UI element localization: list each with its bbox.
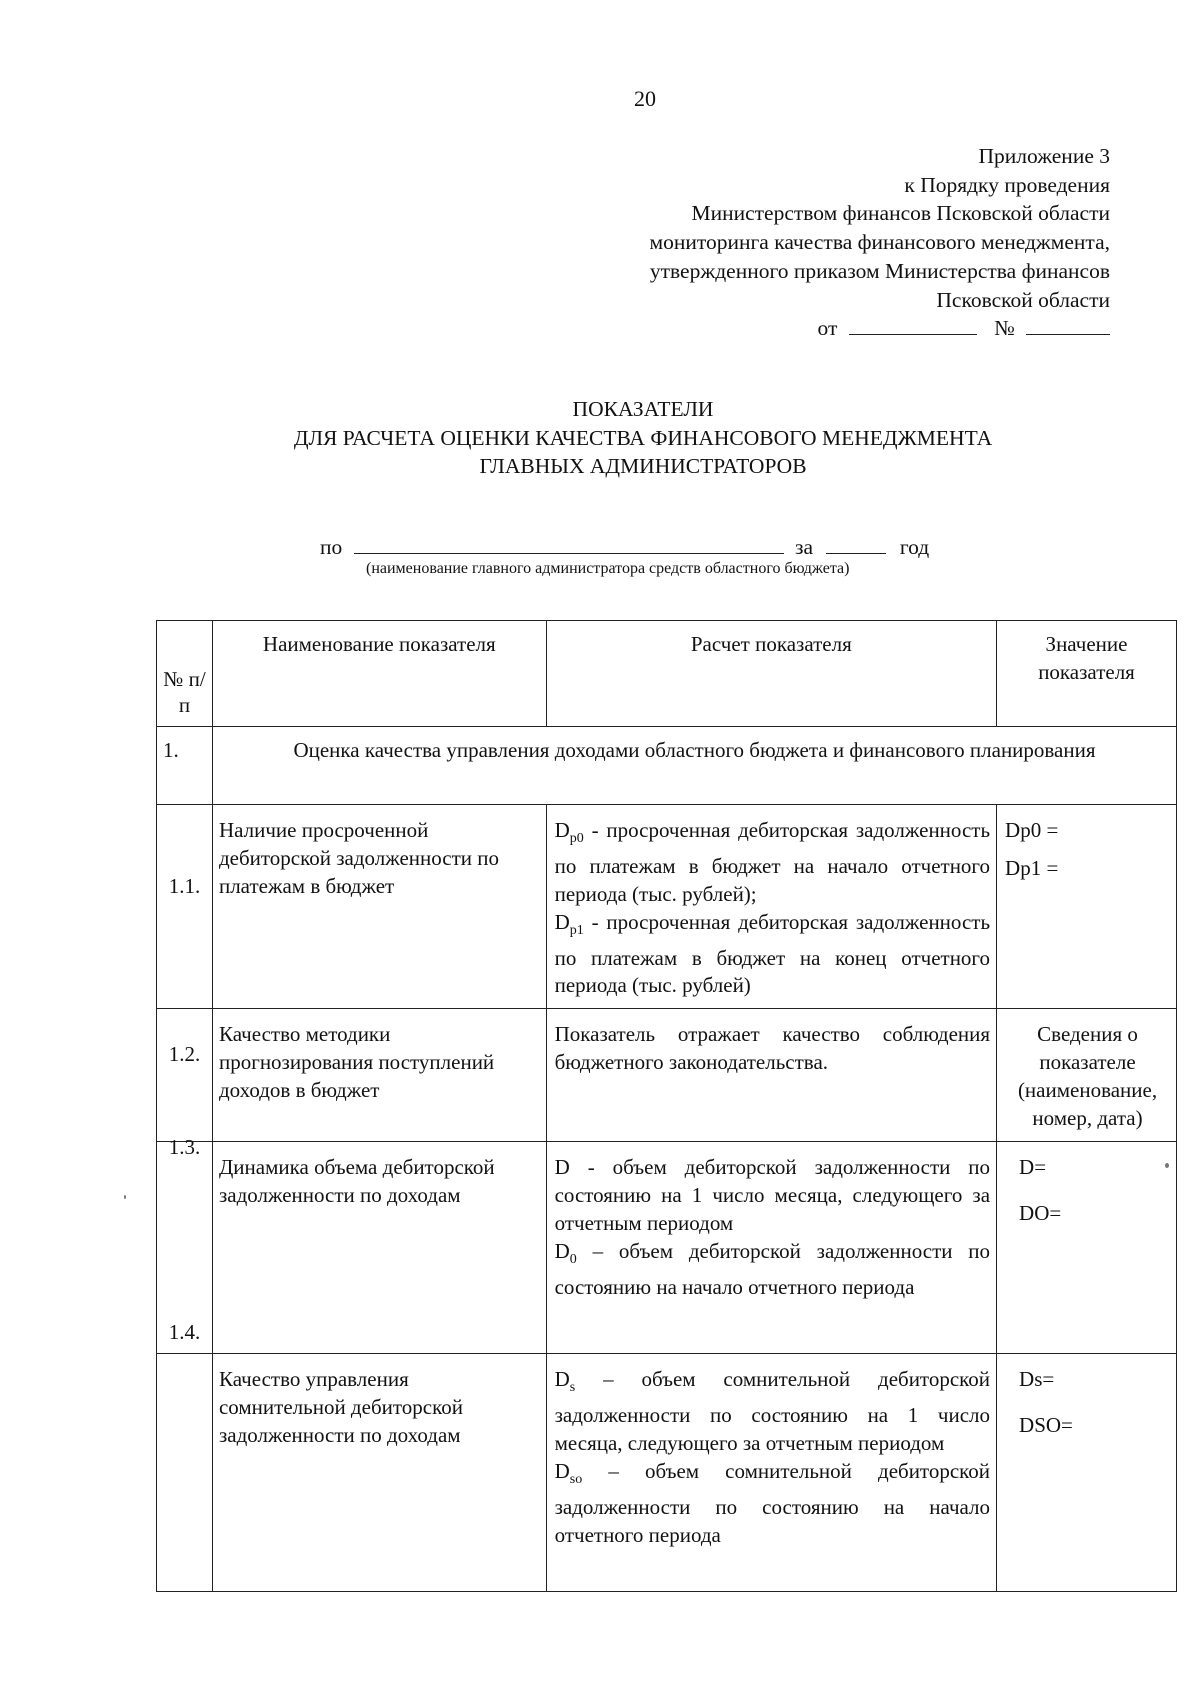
calc-subscript: so	[569, 1471, 583, 1487]
value-entry: Dp0 =	[1005, 818, 1059, 842]
row-num	[157, 1009, 213, 1142]
date-blank	[849, 316, 977, 335]
header-num: № п/п	[157, 621, 213, 727]
title-line-1: ПОКАЗАТЕЛИ	[572, 397, 714, 421]
scan-speck	[124, 1195, 126, 1199]
table-row	[157, 1142, 1177, 1354]
indicators-table	[156, 620, 1177, 1592]
row-value	[997, 805, 1177, 1009]
appendix-block	[649, 142, 1110, 343]
table-row	[157, 805, 1177, 1009]
administrator-caption: (наименование главного администратора средств областного бюджета)	[366, 560, 850, 577]
header-calc: Расчет показателя	[546, 621, 996, 727]
row-value	[997, 1354, 1177, 1592]
calc-text: – объем сомнительной дебиторской задолженности по состоянию на 1 число месяца, следующего за отчетным периодом	[554, 1367, 991, 1455]
row-num	[157, 1319, 213, 1592]
calc-paragraph	[555, 817, 990, 909]
calc-symbol: D	[554, 909, 570, 934]
calc-text: – объем дебиторской задолженности по состоянию на начало отчетного периода	[554, 1238, 991, 1299]
document-title	[200, 395, 1086, 481]
row-value: Сведения о показателе (наименование, номер, дата)	[997, 1009, 1177, 1142]
value-entry: Ds=	[1019, 1367, 1055, 1392]
calc-subscript: 0	[569, 1251, 577, 1267]
for-prefix: по	[320, 535, 343, 559]
date-label: от	[817, 316, 838, 341]
row-calc	[546, 1354, 996, 1592]
header-value: Значение показателя	[997, 621, 1177, 727]
calc-paragraph	[555, 1238, 990, 1302]
appendix-date-number-line	[649, 314, 1110, 343]
table-header-row	[157, 621, 1177, 727]
calc-paragraph: Показатель отражает качество соблюдения бюджетного законодательства.	[554, 1022, 991, 1074]
row-calc	[546, 1009, 996, 1142]
calc-symbol: D	[554, 1238, 570, 1263]
row-name: Качество управления сомнительной дебиторской задолженности по доходам	[212, 1354, 546, 1592]
calc-symbol: D	[554, 1458, 570, 1483]
section-num: 1.	[157, 727, 213, 805]
calc-text: - просроченная дебиторская задолженность по платежам в бюджет на конец отчетного периода (тыс. рублей)	[554, 909, 991, 998]
row-num	[157, 805, 213, 1009]
section-row	[157, 727, 1177, 805]
value-entry: Dp1 =	[1005, 855, 1059, 880]
calc-subscript: p1	[569, 922, 584, 938]
administrator-line	[320, 535, 929, 560]
calc-text: – объем сомнительной дебиторской задолженности по состоянию на начало отчетного периода	[554, 1458, 991, 1547]
row-name: Качество методики прогнозирования поступлений доходов в бюджет	[212, 1009, 546, 1142]
row-num-text: 1.3.	[168, 1134, 201, 1159]
table-row	[157, 1009, 1177, 1142]
row-num-text: 1.2.	[168, 1042, 201, 1067]
for-middle: за	[795, 535, 814, 559]
value-entry: D=	[1019, 1155, 1047, 1180]
calc-paragraph	[555, 1366, 990, 1458]
calc-paragraph	[555, 909, 990, 1001]
table-row	[157, 1354, 1177, 1592]
page-number: 20	[634, 86, 656, 111]
row-name: Наличие просроченной дебиторской задолженности по платежам в бюджет	[212, 805, 546, 1009]
appendix-line: Министерством финансов Псковской области	[691, 201, 1110, 226]
value-entry: DO=	[1019, 1200, 1062, 1225]
appendix-line: Псковской области	[936, 287, 1110, 312]
appendix-line: Приложение 3	[978, 144, 1110, 168]
for-suffix: год	[899, 535, 930, 559]
calc-symbol: D	[554, 818, 570, 842]
row-num-text: 1.1.	[168, 873, 201, 898]
appendix-line: к Порядку проведения	[904, 172, 1110, 197]
calc-subscript: p0	[569, 831, 584, 847]
calc-text: - просроченная дебиторская задолженность по платежам в бюджет на начало отчетного периода (тыс. рублей);	[554, 818, 991, 906]
number-label: №	[994, 316, 1015, 341]
calc-subscript: s	[569, 1380, 576, 1396]
number-blank	[1026, 316, 1110, 335]
row-num-text: 1.4.	[168, 1319, 201, 1344]
calc-paragraph	[555, 1458, 990, 1550]
row-value	[997, 1142, 1177, 1354]
value-entry: DSO=	[1019, 1412, 1073, 1437]
title-line-3: ГЛАВНЫХ АДМИНИСТРАТОРОВ	[479, 454, 807, 478]
header-name: Наименование показателя	[212, 621, 546, 727]
year-blank	[826, 535, 886, 554]
appendix-line: мониторинга качества финансового менеджмента,	[649, 230, 1110, 255]
title-line-2: ДЛЯ РАСЧЕТА ОЦЕНКИ КАЧЕСТВА ФИНАНСОВОГО МЕНЕДЖМЕНТА	[293, 425, 993, 450]
scan-speck	[1165, 1163, 1169, 1168]
row-name: Динамика объема дебиторской задолженности по доходам	[212, 1142, 546, 1354]
administrator-blank	[354, 535, 784, 554]
calc-symbol: D	[554, 1367, 570, 1392]
appendix-line: утвержденного приказом Министерства финансов	[649, 258, 1110, 283]
row-calc	[546, 805, 996, 1009]
row-calc	[546, 1142, 996, 1354]
section-title: Оценка качества управления доходами областного бюджета и финансового планирования	[212, 727, 1176, 805]
calc-paragraph: D - объем дебиторской задолженности по состоянию на 1 число месяца, следующего за отчетным периодом	[554, 1155, 991, 1235]
